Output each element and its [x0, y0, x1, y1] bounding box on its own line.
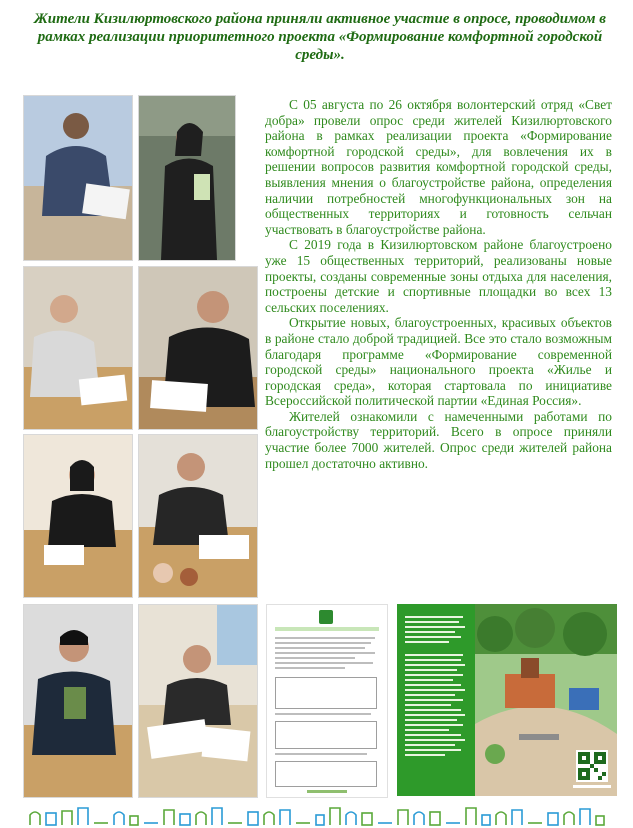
article-paragraph: С 05 августа по 26 октября волонтерский отряд «Свет добра» провели опрос среди жителей Кизилюртовского района в рамках реализации проекта «Формирование комфортной городской среды», для вовлечения их в решении вопросов развития комфортной городской среды, выявления мнения о благоустройстве района, определения наличии потребностей многофункциональных зон на общественных территориях и готовность сельчан участвовать в благоустройстве района.: [265, 97, 612, 237]
city-skyline-icon: [28, 806, 606, 826]
document-table: [275, 761, 377, 787]
article-paragraph: Жителей ознакомили с намеченными работами по благоустройству территорий. Всего в опросе приняли участие более 7000 жителей. Опрос среди жителей района прошел достаточно активно.: [265, 408, 612, 471]
document-line: [275, 652, 375, 654]
document-header-bar: [275, 627, 379, 631]
document-line: [275, 642, 371, 644]
survey-photo-1: [23, 95, 133, 261]
photo-image: [139, 267, 257, 429]
survey-photo-3: [23, 266, 133, 430]
photo-image: [24, 435, 132, 597]
document-table: [275, 677, 377, 709]
document-table: [275, 721, 377, 749]
document-line: [275, 657, 355, 659]
article-paragraph: Открытие новых, благоустроенных, красивых объектов в районе стало доброй традицией. Все это стало возможным благодаря программе «Формирование современной городской среды» национального проекта «Жилье и городская среда», которая стартовала по инициативе Всероссийской политической партии «Единая Россия».: [265, 315, 612, 409]
survey-photo-8: [138, 604, 258, 798]
document-line: [275, 753, 367, 755]
photo-image: [139, 96, 235, 260]
survey-photo-2: [138, 95, 236, 261]
survey-photo-7: [23, 604, 133, 798]
document-line: [275, 637, 375, 639]
survey-photo-6: [138, 434, 258, 598]
document-line: [275, 667, 345, 669]
photo-image: [24, 96, 132, 260]
flyer-text-column: [401, 608, 469, 792]
flyer-url-line: [573, 785, 611, 788]
photo-image: [24, 605, 132, 797]
document-line: [275, 713, 371, 715]
project-flyer: [397, 604, 617, 796]
photo-image: [24, 267, 132, 429]
document-line: [275, 647, 365, 649]
document-url-line: [307, 790, 347, 793]
article-body: [265, 97, 612, 471]
questionnaire-thumbnail: [266, 604, 388, 798]
photo-image: [139, 435, 257, 597]
survey-photo-5: [23, 434, 133, 598]
district-emblem-icon: [319, 610, 333, 624]
page-title: Жители Кизилюртовского района приняли активное участие в опросе, проводимом в рамках реализации приоритетного проекта «Формирование комфортной городской среды».: [34, 11, 606, 63]
photo-image: [139, 605, 257, 797]
document-line: [275, 662, 373, 664]
qr-code-icon: [576, 750, 608, 782]
article-paragraph: С 2019 года в Кизилюртовском районе благоустроено уже 15 общественных территорий, реализованы новые проекты, созданы современные зоны отдыха для населения, построены детские и спортивные площадки во всех 13 сельских поселениях.: [265, 237, 612, 315]
survey-photo-4: [138, 266, 258, 430]
